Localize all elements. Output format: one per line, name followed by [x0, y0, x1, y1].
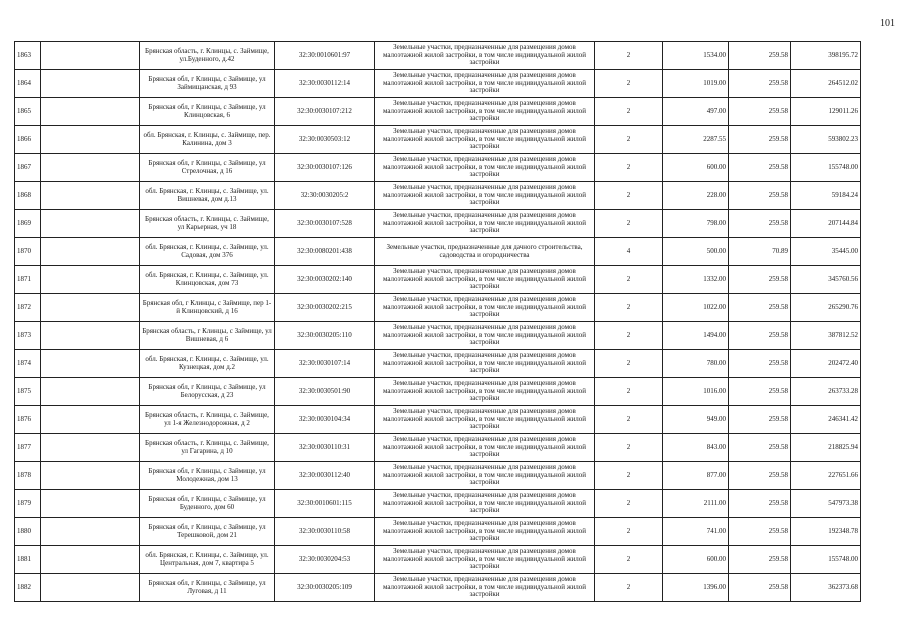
empty-cell — [41, 266, 140, 294]
cadastral-number-cell: 32:30:0030107:126 — [275, 154, 375, 182]
cadastral-value-cell: 246341.42 — [791, 406, 861, 434]
address-cell: Брянская обл, г Клинцы, с Займище, ул Луговая, д 11 — [140, 574, 275, 602]
address-cell: обл. Брянская, г. Клинцы, с. Займище, ул. Садовая, дом 376 — [140, 238, 275, 266]
group-cell: 2 — [595, 154, 663, 182]
land-use-cell: Земельные участки, предназначенные для размещения домов малоэтажной жилой застройки, в том числе индивидуальной жилой застройки — [375, 434, 595, 462]
page-number: 101 — [880, 18, 895, 29]
row-number: 1867 — [15, 154, 41, 182]
area-cell: 1019.00 — [663, 70, 729, 98]
cadastral-value-cell: 265290.76 — [791, 294, 861, 322]
rate-cell: 259.58 — [729, 518, 791, 546]
area-cell: 780.00 — [663, 350, 729, 378]
table-row — [15, 518, 861, 546]
row-number: 1881 — [15, 546, 41, 574]
table-row — [15, 126, 861, 154]
table-row — [15, 154, 861, 182]
table-row — [15, 210, 861, 238]
land-use-cell: Земельные участки, предназначенные для дачного строительства, садоводства и огородничества — [375, 238, 595, 266]
land-use-cell: Земельные участки, предназначенные для размещения домов малоэтажной жилой застройки, в том числе индивидуальной жилой застройки — [375, 42, 595, 70]
row-number: 1864 — [15, 70, 41, 98]
area-cell: 843.00 — [663, 434, 729, 462]
group-cell: 2 — [595, 266, 663, 294]
cadastral-number-cell: 32:30:0030202:215 — [275, 294, 375, 322]
cadastral-value-cell: 387812.52 — [791, 322, 861, 350]
cadastral-value-cell: 547973.38 — [791, 490, 861, 518]
area-cell: 2287.55 — [663, 126, 729, 154]
table-row — [15, 490, 861, 518]
cadastral-number-cell: 32:30:0030110:31 — [275, 434, 375, 462]
cadastral-number-cell: 32:30:0010601:97 — [275, 42, 375, 70]
cadastral-number-cell: 32:30:0030107:14 — [275, 350, 375, 378]
empty-cell — [41, 42, 140, 70]
group-cell: 2 — [595, 98, 663, 126]
group-cell: 4 — [595, 238, 663, 266]
row-number: 1879 — [15, 490, 41, 518]
group-cell: 2 — [595, 406, 663, 434]
address-cell: обл. Брянская, г. Клинцы, с. Займище, ул. Вишневая, дом д.13 — [140, 182, 275, 210]
group-cell: 2 — [595, 490, 663, 518]
cadastral-number-cell: 32:30:0030112:14 — [275, 70, 375, 98]
group-cell: 2 — [595, 518, 663, 546]
empty-cell — [41, 294, 140, 322]
rate-cell: 259.58 — [729, 406, 791, 434]
row-number: 1874 — [15, 350, 41, 378]
land-use-cell: Земельные участки, предназначенные для размещения домов малоэтажной жилой застройки, в том числе индивидуальной жилой застройки — [375, 70, 595, 98]
cadastral-number-cell: 32:30:0030107:528 — [275, 210, 375, 238]
rate-cell: 259.58 — [729, 126, 791, 154]
cadastral-number-cell: 32:30:0080201:438 — [275, 238, 375, 266]
land-use-cell: Земельные участки, предназначенные для размещения домов малоэтажной жилой застройки, в том числе индивидуальной жилой застройки — [375, 294, 595, 322]
land-use-cell: Земельные участки, предназначенные для размещения домов малоэтажной жилой застройки, в том числе индивидуальной жилой застройки — [375, 546, 595, 574]
land-use-cell: Земельные участки, предназначенные для размещения домов малоэтажной жилой застройки, в том числе индивидуальной жилой застройки — [375, 182, 595, 210]
cadastral-number-cell: 32:30:0010601:115 — [275, 490, 375, 518]
cadastral-value-cell: 218825.94 — [791, 434, 861, 462]
address-cell: Брянская область, г. Клинцы, с. Займище, ул 1-я Железнодорожная, д 2 — [140, 406, 275, 434]
group-cell: 2 — [595, 42, 663, 70]
area-cell: 877.00 — [663, 462, 729, 490]
table-row — [15, 350, 861, 378]
rate-cell: 259.58 — [729, 70, 791, 98]
group-cell: 2 — [595, 434, 663, 462]
cadastral-value-cell: 35445.00 — [791, 238, 861, 266]
table-row — [15, 98, 861, 126]
area-cell: 1332.00 — [663, 266, 729, 294]
rate-cell: 259.58 — [729, 154, 791, 182]
empty-cell — [41, 154, 140, 182]
empty-cell — [41, 322, 140, 350]
row-number: 1875 — [15, 378, 41, 406]
address-cell: Брянская область, г. Клинцы, с. Займище, ул Гагарина, д 10 — [140, 434, 275, 462]
group-cell: 2 — [595, 462, 663, 490]
cadastral-value-cell: 202472.40 — [791, 350, 861, 378]
table-row — [15, 546, 861, 574]
row-number: 1871 — [15, 266, 41, 294]
rate-cell: 259.58 — [729, 350, 791, 378]
land-use-cell: Земельные участки, предназначенные для размещения домов малоэтажной жилой застройки, в том числе индивидуальной жилой застройки — [375, 322, 595, 350]
address-cell: обл. Брянская, г. Клинцы, с. Займище, ул. Клинцовская, дом 73 — [140, 266, 275, 294]
row-number: 1882 — [15, 574, 41, 602]
address-cell: Брянская обл, г Клинцы, с Займище, ул Терешковой, дом 21 — [140, 518, 275, 546]
address-cell: обл. Брянская, г. Клинцы, с. Займище, ул. Центральная, дом 7, квартира 5 — [140, 546, 275, 574]
row-number: 1873 — [15, 322, 41, 350]
group-cell: 2 — [595, 378, 663, 406]
table-row — [15, 238, 861, 266]
table-row — [15, 42, 861, 70]
row-number: 1880 — [15, 518, 41, 546]
cadastral-value-cell: 227651.66 — [791, 462, 861, 490]
cadastral-number-cell: 32:30:0030205:2 — [275, 182, 375, 210]
land-use-cell: Земельные участки, предназначенные для размещения домов малоэтажной жилой застройки, в том числе индивидуальной жилой застройки — [375, 154, 595, 182]
row-number: 1878 — [15, 462, 41, 490]
cadastral-value-cell: 155748.00 — [791, 546, 861, 574]
rate-cell: 259.58 — [729, 574, 791, 602]
empty-cell — [41, 210, 140, 238]
empty-cell — [41, 70, 140, 98]
area-cell: 1022.00 — [663, 294, 729, 322]
group-cell: 2 — [595, 574, 663, 602]
empty-cell — [41, 462, 140, 490]
registry-body — [15, 42, 861, 602]
empty-cell — [41, 406, 140, 434]
table-row — [15, 70, 861, 98]
table-row — [15, 434, 861, 462]
row-number: 1877 — [15, 434, 41, 462]
address-cell: Брянская обл, г Клинцы, с Займище, ул Молодежная, дом 13 — [140, 462, 275, 490]
cadastral-value-cell: 398195.72 — [791, 42, 861, 70]
cadastral-number-cell: 32:30:0030205:110 — [275, 322, 375, 350]
area-cell: 228.00 — [663, 182, 729, 210]
cadastral-number-cell: 32:30:0030112:40 — [275, 462, 375, 490]
rate-cell: 259.58 — [729, 98, 791, 126]
cadastral-number-cell: 32:30:0030503:12 — [275, 126, 375, 154]
address-cell: Брянская обл, г Клинцы, с Займище, ул Клинцовская, 6 — [140, 98, 275, 126]
group-cell: 2 — [595, 182, 663, 210]
rate-cell: 259.58 — [729, 378, 791, 406]
rate-cell: 259.58 — [729, 266, 791, 294]
cadastral-number-cell: 32:30:0030205:109 — [275, 574, 375, 602]
table-row — [15, 574, 861, 602]
land-use-cell: Земельные участки, предназначенные для размещения домов малоэтажной жилой застройки, в том числе индивидуальной жилой застройки — [375, 98, 595, 126]
cadastral-number-cell: 32:30:0030104:34 — [275, 406, 375, 434]
cadastral-number-cell: 32:30:0030107:212 — [275, 98, 375, 126]
land-use-cell: Земельные участки, предназначенные для размещения домов малоэтажной жилой застройки, в том числе индивидуальной жилой застройки — [375, 266, 595, 294]
cadastral-value-cell: 593802.23 — [791, 126, 861, 154]
group-cell: 2 — [595, 350, 663, 378]
empty-cell — [41, 574, 140, 602]
address-cell: обл. Брянская, г. Клинцы, с. Займище, ул. Кузнецкая, дом д.2 — [140, 350, 275, 378]
cadastral-value-cell: 345760.56 — [791, 266, 861, 294]
land-use-cell: Земельные участки, предназначенные для размещения домов малоэтажной жилой застройки, в том числе индивидуальной жилой застройки — [375, 350, 595, 378]
empty-cell — [41, 378, 140, 406]
area-cell: 600.00 — [663, 154, 729, 182]
area-cell: 2111.00 — [663, 490, 729, 518]
cadastral-value-cell: 263733.28 — [791, 378, 861, 406]
land-use-cell: Земельные участки, предназначенные для размещения домов малоэтажной жилой застройки, в том числе индивидуальной жилой застройки — [375, 378, 595, 406]
address-cell: Брянская обл, г Клинцы, с Займище, пер 1-й Клинцовский, д 16 — [140, 294, 275, 322]
row-number: 1868 — [15, 182, 41, 210]
table-row — [15, 322, 861, 350]
empty-cell — [41, 182, 140, 210]
area-cell: 500.00 — [663, 238, 729, 266]
table-row — [15, 378, 861, 406]
cadastral-value-cell: 155748.00 — [791, 154, 861, 182]
area-cell: 1396.00 — [663, 574, 729, 602]
rate-cell: 259.58 — [729, 434, 791, 462]
table-row — [15, 406, 861, 434]
rate-cell: 259.58 — [729, 42, 791, 70]
row-number: 1865 — [15, 98, 41, 126]
area-cell: 1016.00 — [663, 378, 729, 406]
empty-cell — [41, 546, 140, 574]
address-cell: Брянская область, г. Клинцы, с. Займище, ул.Буденного, д.42 — [140, 42, 275, 70]
area-cell: 798.00 — [663, 210, 729, 238]
area-cell: 1534.00 — [663, 42, 729, 70]
table-row — [15, 266, 861, 294]
rate-cell: 259.58 — [729, 462, 791, 490]
cadastral-value-cell: 362373.68 — [791, 574, 861, 602]
address-cell: Брянская область, г Клинцы, с Займище, ул Вишневая, д 6 — [140, 322, 275, 350]
registry-table — [14, 41, 861, 602]
address-cell: Брянская обл, г Клинцы, с Займище, ул Буденного, дом 60 — [140, 490, 275, 518]
area-cell: 600.00 — [663, 546, 729, 574]
row-number: 1872 — [15, 294, 41, 322]
land-use-cell: Земельные участки, предназначенные для размещения домов малоэтажной жилой застройки, в том числе индивидуальной жилой застройки — [375, 126, 595, 154]
land-use-cell: Земельные участки, предназначенные для размещения домов малоэтажной жилой застройки, в том числе индивидуальной жилой застройки — [375, 518, 595, 546]
cadastral-value-cell: 264512.02 — [791, 70, 861, 98]
rate-cell: 259.58 — [729, 322, 791, 350]
cadastral-value-cell: 207144.84 — [791, 210, 861, 238]
group-cell: 2 — [595, 210, 663, 238]
rate-cell: 259.58 — [729, 210, 791, 238]
row-number: 1866 — [15, 126, 41, 154]
group-cell: 2 — [595, 294, 663, 322]
land-use-cell: Земельные участки, предназначенные для размещения домов малоэтажной жилой застройки, в том числе индивидуальной жилой застройки — [375, 406, 595, 434]
cadastral-value-cell: 192348.78 — [791, 518, 861, 546]
cadastral-value-cell: 129011.26 — [791, 98, 861, 126]
empty-cell — [41, 126, 140, 154]
rate-cell: 259.58 — [729, 294, 791, 322]
table-row — [15, 294, 861, 322]
land-use-cell: Земельные участки, предназначенные для размещения домов малоэтажной жилой застройки, в том числе индивидуальной жилой застройки — [375, 462, 595, 490]
row-number: 1869 — [15, 210, 41, 238]
empty-cell — [41, 98, 140, 126]
cadastral-value-cell: 59184.24 — [791, 182, 861, 210]
table-row — [15, 182, 861, 210]
area-cell: 497.00 — [663, 98, 729, 126]
area-cell: 949.00 — [663, 406, 729, 434]
cadastral-number-cell: 32:30:0030204:53 — [275, 546, 375, 574]
cadastral-number-cell: 32:30:0030202:140 — [275, 266, 375, 294]
land-use-cell: Земельные участки, предназначенные для размещения домов малоэтажной жилой застройки, в том числе индивидуальной жилой застройки — [375, 210, 595, 238]
area-cell: 1494.00 — [663, 322, 729, 350]
land-use-cell: Земельные участки, предназначенные для размещения домов малоэтажной жилой застройки, в том числе индивидуальной жилой застройки — [375, 490, 595, 518]
address-cell: Брянская обл, г Клинцы, с Займище, ул Займищанская, д 93 — [140, 70, 275, 98]
row-number: 1870 — [15, 238, 41, 266]
group-cell: 2 — [595, 546, 663, 574]
empty-cell — [41, 434, 140, 462]
group-cell: 2 — [595, 126, 663, 154]
group-cell: 2 — [595, 70, 663, 98]
area-cell: 741.00 — [663, 518, 729, 546]
table-row — [15, 462, 861, 490]
row-number: 1876 — [15, 406, 41, 434]
rate-cell: 70.89 — [729, 238, 791, 266]
address-cell: обл. Брянская, г. Клинцы, с. Займище, пер. Калинина, дом 3 — [140, 126, 275, 154]
rate-cell: 259.58 — [729, 490, 791, 518]
row-number: 1863 — [15, 42, 41, 70]
address-cell: Брянская область, г. Клинцы, с. Займище, ул Карьерная, уч 18 — [140, 210, 275, 238]
rate-cell: 259.58 — [729, 182, 791, 210]
group-cell: 2 — [595, 322, 663, 350]
address-cell: Брянская обл, г Клинцы, с Займище, ул Белорусская, д 23 — [140, 378, 275, 406]
empty-cell — [41, 238, 140, 266]
address-cell: Брянская обл, г Клинцы, с Займище, ул Стрелочная, д 16 — [140, 154, 275, 182]
cadastral-number-cell: 32:30:0030110:58 — [275, 518, 375, 546]
cadastral-number-cell: 32:30:0030501:90 — [275, 378, 375, 406]
rate-cell: 259.58 — [729, 546, 791, 574]
land-use-cell: Земельные участки, предназначенные для размещения домов малоэтажной жилой застройки, в том числе индивидуальной жилой застройки — [375, 574, 595, 602]
empty-cell — [41, 490, 140, 518]
empty-cell — [41, 518, 140, 546]
empty-cell — [41, 350, 140, 378]
